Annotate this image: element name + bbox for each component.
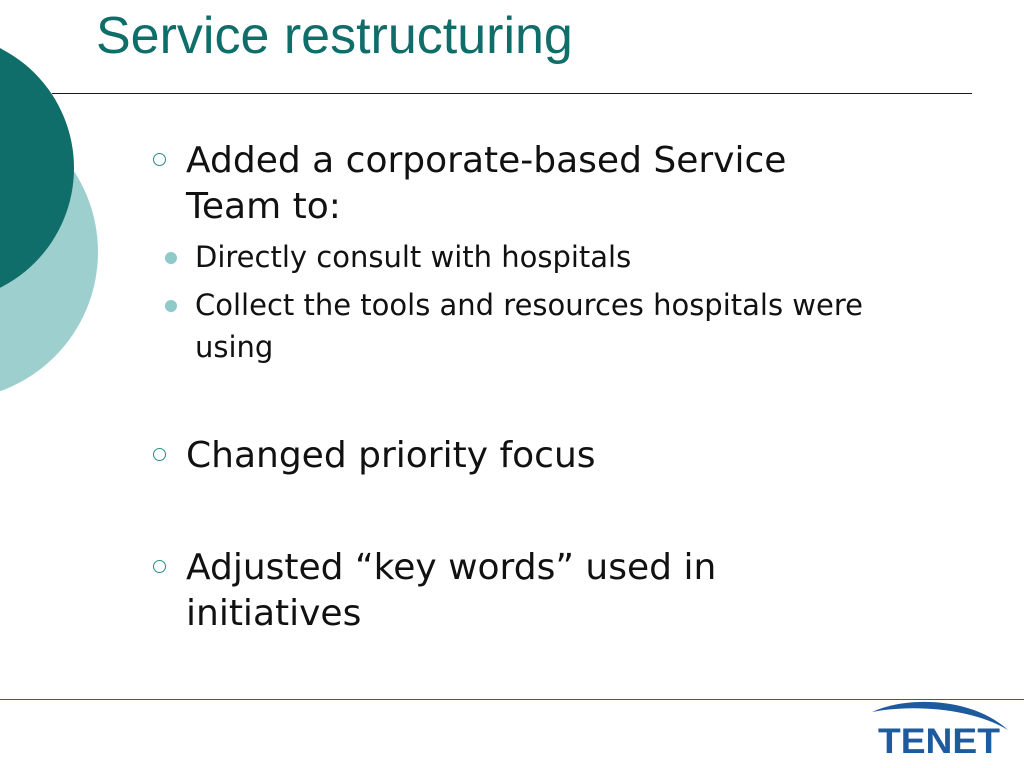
bullet-text: Adjusted “key words” used in initiatives [186, 547, 717, 634]
hollow-circle-bullet-icon [153, 560, 166, 573]
bullet-item [150, 138, 890, 230]
bullet-text: Changed priority focus [186, 435, 596, 476]
sub-bullet-item [150, 236, 890, 278]
tenet-logo [868, 700, 1013, 762]
slide-title: Service restructuring [96, 7, 573, 65]
filled-dot-bullet-icon [165, 300, 177, 312]
filled-dot-bullet-icon [165, 252, 177, 264]
title-divider [52, 93, 972, 94]
logo-wordmark: TENET [878, 722, 1000, 761]
decorative-circles [0, 0, 110, 420]
bullet-item [150, 545, 890, 637]
sub-bullet-text: Directly consult with hospitals [195, 240, 632, 274]
hollow-circle-bullet-icon [153, 448, 166, 461]
sub-bullet-item [150, 284, 890, 368]
bullet-item [150, 433, 890, 479]
sub-bullet-text: Collect the tools and resources hospitals were using [195, 288, 863, 364]
sub-bullet-list [150, 236, 890, 368]
bullet-text: Added a corporate-based Service Team to: [186, 140, 787, 227]
hollow-circle-bullet-icon [153, 153, 166, 166]
bullet-list [150, 138, 890, 637]
